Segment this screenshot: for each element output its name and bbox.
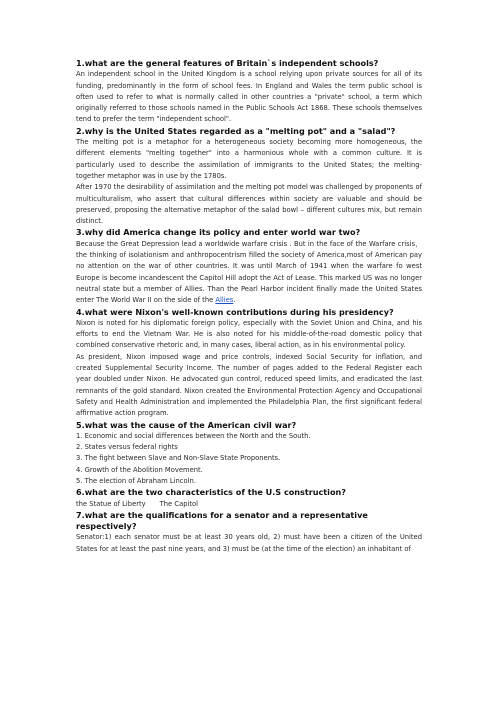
question-heading: 5.what was the cause of the American civil war? (76, 419, 297, 430)
document-page (76, 58, 422, 555)
list-item: 2. States versus federal rights (76, 443, 178, 452)
answer-item: The Capitol (159, 499, 199, 508)
answer-paragraph: As president, Nixon imposed wage and price controls, indexed Social Security for inflation, and created Supplemental Security Income. The number of pages added to the Federal Register each year doubled under Nixon. He advocated gun control, reduced speed limits, and eradicated the last remnants of the gold standard. Nixon created the Environmental Protection Agency and Occupational Safety and Health Administration and implemented the Philadelphia Plan, the first significant federal affirmative action program. (76, 352, 422, 418)
question-heading: 7.what are the qualifications for a senator and a representative respectively? (76, 509, 368, 532)
answer-paragraph: After 1970 the desirability of assimilation and the melting pot model was challenged by proponents of multiculturalism, who assert that cultural differences within society are valuable and should be preserved, proposing the alternative metaphor of the salad bowl – different cultures mix, but remain distinct. (76, 183, 422, 226)
list-item: 1. Economic and social differences between the North and the South. (76, 431, 311, 440)
question-heading: 1.what are the general features of Britain`s independent schools? (76, 58, 379, 68)
answer-paragraph: Because the Great Depression lead a worldwide warfare crisis . But in the face of the Warfare crisis，the thinking of isolationism and anthropocentrism filled the society of America,most of American pay no attention on the war of other countries. It was until March of 1941 when the warfare fo west Europe is become incandescent the Capitol Hill adopt the Act of Lease. This marked US was no longer neutral state but a member of Allies. Than the Pearl Harbor incident finally made the United States enter The World War II on the side of the Allies. (76, 239, 422, 305)
answer-paragraph: Nixon is noted for his diplomatic foreign policy, especially with the Soviet Union and China, and his efforts to end the Vietnam War. He is also noted for his middle-of-the-road domestic policy that combined conservative rhetoric and, in many cases, liberal action, as in his environmental policy. (76, 318, 422, 350)
question-heading: 2.why is the United States regarded as a "melting pot" and a "salad"? (76, 125, 396, 136)
question-heading: 4.what were Nixon's well-known contributions during his presidency? (76, 306, 394, 317)
answer-paragraph: Senator:1) each senator must be at least 30 years old, 2) must have been a citizen of the United States for at least the past nine years, and 3) must be (at the time of the election) an inhabitant of (76, 533, 422, 553)
question-heading: 3.why did America change its policy and enter world war two? (76, 227, 361, 238)
answer-line (76, 499, 422, 510)
allies-link[interactable]: Allies (215, 296, 234, 305)
list-item: 5. The election of Abraham Lincoln. (76, 476, 196, 485)
answer-paragraph: The melting pot is a metaphor for a heterogeneous society becoming more homogeneous, the different elements "melting together" into a harmonious whole with a common culture. It is particularly used to describe the assimilation of immigrants to the United States; the melting-together metaphor was in use by the 1780s. (76, 138, 422, 180)
list-item: 3. The fight between Slave and Non-Slave State Proponents. (76, 454, 281, 463)
answer-paragraph: An independent school in the United Kingdom is a school relying upon private sources for all of its funding, predominantly in the form of school fees. In England and Wales the term public school is often used to refer to what is normally called in other countries a "private" school, a term which originally referred to those schools named in the Public Schools Act 1868. These schools themselves tend to prefer the term "independent school". (76, 70, 422, 124)
answer-item: the Statue of Liberty (76, 499, 146, 508)
list-item: 4. Growth of the Abolition Movement. (76, 465, 203, 474)
question-heading: 6.what are the two characteristics of the U.S construction? (76, 487, 346, 498)
